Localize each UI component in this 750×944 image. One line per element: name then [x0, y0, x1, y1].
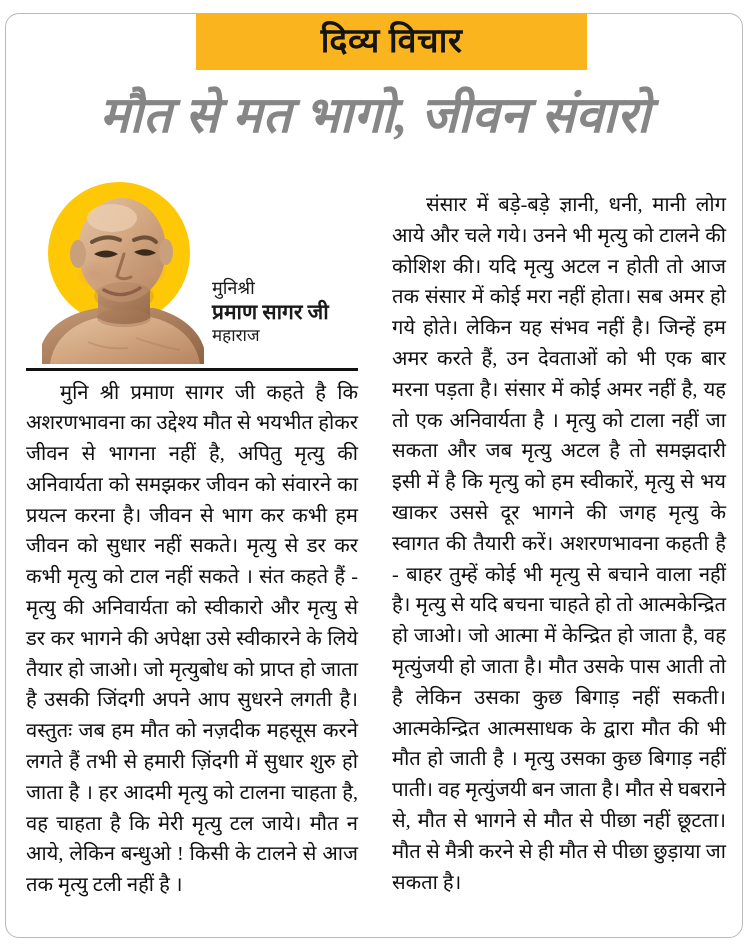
author-byline [212, 278, 362, 346]
article-content [26, 178, 726, 930]
column-rule [26, 368, 358, 371]
banner-title: दिव्य विचार [320, 22, 463, 60]
byline-name: प्रमाण सागर जी [212, 299, 329, 324]
headline-text: मौत से मत भागो, जीवन संवारो [99, 87, 651, 143]
article-body-left: मुनि श्री प्रमाण सागर जी कहते है कि अशरणभावना का उद्देश्य मौत से भयभीत होकर जीवन से भागना नहीं है, अपितु मृत्यु की अनिवार्यता को समझकर जीवन को संवारने का प्रयत्न करना है। जीवन से भाग कर कभी हम जीवन को सुधार नहीं सकते। मृत्यु से डर कर कभी मृत्यु को टाल नहीं सकते । संत कहते हैं - मृत्यु की अनिवार्यता को स्वीकारो और मृत्यु से डर कर भागने की अपेक्षा उसे स्वीकारने के लिये तैयार हो जाओ। जो मृत्युबोध को प्राप्त हो जाता है उसकी जिंदगी अपने आप सुधरने लगती है। वस्तुतः जब हम मौत को नज़दीक महसूस करने लगते हैं तभी से हमारी ज़िंदगी में सुधार शुरु हो जाता है । हर आदमी मृत्यु को टालना चाहता है, वह चाहता है कि मेरी मृत्यु टल जाये। मौत न आये, लेकिन बन्धुओ ! किसी के टालने से आज तक मृत्यु टली नहीं है । [26, 381, 358, 897]
author-photo [36, 192, 212, 364]
byline-suffix: महाराज [212, 325, 260, 345]
article-body-right: संसार में बड़े-बड़े ज्ञानी, धनी, मानी लोग आये और चले गये। उनने भी मृत्यु को टालने की कोशिश की। यदि मृत्यु अटल न होती तो आज तक संसार में कोई मरा नहीं होता। सब अमर हो गये होते। लेकिन यह संभव नहीं है। जिन्हें हम अमर करते हैं, उन देवताओं को भी एक बार मरना पड़ता है। संसार में कोई अमर नहीं है, यह तो एक अनिवार्यता है । मृत्यु को टाला नहीं जा सकता और जब मृत्यु अटल है तो समझदारी इसी में है कि मृत्यु को हम स्वीकारें, मृत्यु से भय खाकर उससे दूर भागने की जगह मृत्यु के स्वागत की तैयारी करें। अशरणभावना कहती है - बाहर तुम्हें कोई भी मृत्यु से बचाने वाला नहीं है। मृत्यु से यदि बचना चाहते हो तो आत्मकेन्द्रित हो जाओ। जो आत्मा में केन्द्रित हो जाता है, वह मृत्युंजयी हो जाता है। मौत उसके पास आती तो है लेकिन उसका कुछ बिगाड़ नहीं सकती। आत्मकेन्द्रित आत्मसाधक के द्वारा मौत की भी मौत हो जाती है । मृत्यु उसका कुछ बिगाड़ नहीं पाती। वह मृत्युंजयी बन जाता है। मौत से घबराने से, मौत से भागने से मौत से पीछा नहीं छूटता। मौत से मैत्री करने से ही मौत से पीछा छुड़ाया जा सकता है। [392, 194, 726, 894]
section-banner [196, 13, 587, 70]
byline-prefix: मुनिश्री [212, 278, 255, 298]
left-column [26, 178, 358, 930]
right-column [392, 190, 726, 930]
headline [0, 88, 750, 142]
author-figure [26, 178, 358, 364]
